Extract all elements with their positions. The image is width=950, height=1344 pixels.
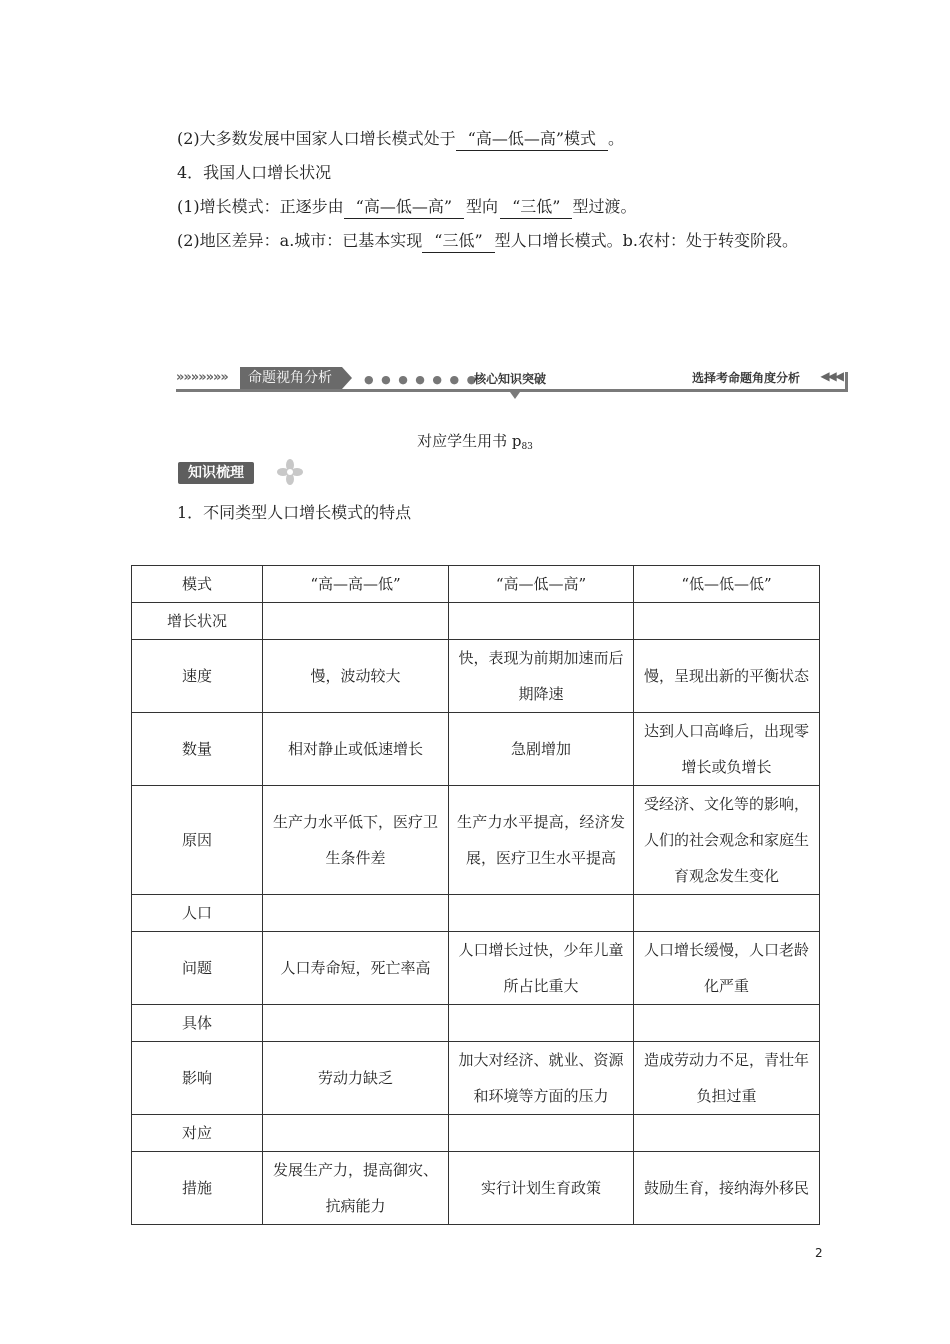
section-banner (176, 366, 848, 396)
regional-difference-line (145, 224, 825, 258)
heading-4-text: 4．我国人口增长状况 (177, 163, 332, 182)
table-cell: 人口增长过快，少年儿童所占比重大 (449, 932, 634, 1005)
table-cell: 生产力水平低下，医疗卫生条件差 (263, 786, 449, 895)
table-cell: 数量 (132, 713, 263, 786)
table-cell: 加大对经济、就业、资源和环境等方面的压力 (449, 1042, 634, 1115)
table-cell: 增长状况 (132, 603, 263, 640)
table-header-row (132, 566, 820, 603)
table-cell: 原因 (132, 786, 263, 895)
table-cell: 对应 (132, 1115, 263, 1152)
table-header: “低—低—低” (634, 566, 820, 603)
table-row (132, 640, 820, 713)
growth-mode-line (145, 190, 825, 224)
banner-end-bar (845, 372, 848, 392)
page-number: 2 (815, 1246, 823, 1260)
table-header: “高—低—高” (449, 566, 634, 603)
table-header: 模式 (132, 566, 263, 603)
g1-mid: 型向 (466, 197, 499, 216)
table-cell: 问题 (132, 932, 263, 1005)
reference-page: 83 (521, 442, 533, 452)
p2-suffix: 。 (608, 129, 625, 148)
table-cell: 速度 (132, 640, 263, 713)
heading-1 (145, 496, 825, 530)
table-row (132, 932, 820, 1005)
banner-arrows-icon: »»»»»»» (176, 370, 228, 385)
student-book-reference (0, 430, 950, 451)
flower-icon (276, 458, 304, 486)
table-cell: 发展生产力，提高御灾、抗病能力 (263, 1152, 449, 1225)
table-row (132, 1005, 820, 1042)
heading-1-text: 1．不同类型人口增长模式的特点 (177, 503, 412, 522)
table-cell: 快，表现为前期加速而后期降速 (449, 640, 634, 713)
banner-middle-label: 核心知识突破 (474, 372, 547, 386)
table-row (132, 1042, 820, 1115)
g2-suffix: 型人口增长模式。b.农村：处于转变阶段。 (494, 231, 799, 250)
table-row (132, 713, 820, 786)
table-cell: 达到人口高峰后，出现零增长或负增长 (634, 713, 820, 786)
heading-4 (145, 156, 825, 190)
table-header: “高—高—低” (263, 566, 449, 603)
answer-blank (422, 230, 494, 253)
g1-answer-1: “高—低—高” (355, 197, 453, 216)
table-cell: 人口 (132, 895, 263, 932)
table-cell: 慢，呈现出新的平衡状态 (634, 640, 820, 713)
table-cell: 人口寿命短，死亡率高 (263, 932, 449, 1005)
g1-answer-2: “三低” (512, 197, 561, 216)
table-row (132, 1152, 820, 1225)
banner-left-arrows-icon: ◀◀◀ (820, 369, 842, 383)
p2-prefix: (2)大多数发展中国家人口增长模式处于 (177, 129, 456, 148)
banner-tag: 命题视角分析 (240, 367, 342, 389)
g1-suffix: 型过渡。 (572, 197, 637, 216)
table-cell: 相对静止或低速增长 (263, 713, 449, 786)
table-cell: 人口增长缓慢，人口老龄化严重 (634, 932, 820, 1005)
table-cell: 生产力水平提高，经济发展，医疗卫生水平提高 (449, 786, 634, 895)
answer-blank (500, 196, 572, 219)
g2-answer: “三低” (434, 231, 483, 250)
table-cell: 措施 (132, 1152, 263, 1225)
table-row (132, 1115, 820, 1152)
table-cell: 慢，波动较大 (263, 640, 449, 713)
table-cell: 劳动力缺乏 (263, 1042, 449, 1115)
answer-blank (344, 196, 464, 219)
banner-pointer-icon (510, 392, 520, 399)
p2-answer: “高—低—高”模式 (467, 129, 597, 148)
population-model-table (131, 565, 820, 1225)
table-cell: 实行计划生育政策 (449, 1152, 634, 1225)
table-row (132, 603, 820, 640)
answer-blank (456, 128, 608, 151)
table-row (132, 786, 820, 895)
reference-text: 对应学生用书 p (417, 432, 522, 450)
table-cell: 受经济、文化等的影响，人们的社会观念和家庭生育观念发生变化 (634, 786, 820, 895)
paragraph-2 (145, 122, 825, 156)
section-tag: 知识梳理 (178, 462, 254, 484)
table-cell: 影响 (132, 1042, 263, 1115)
table-cell: 具体 (132, 1005, 263, 1042)
g1-prefix: (1)增长模式：正逐步由 (177, 197, 344, 216)
table-cell: 鼓励生育，接纳海外移民 (634, 1152, 820, 1225)
banner-dots-icon: ● ● ● ● ● ● ● · (364, 373, 490, 386)
table-row (132, 895, 820, 932)
table-cell: 急剧增加 (449, 713, 634, 786)
table-cell: 造成劳动力不足，青壮年负担过重 (634, 1042, 820, 1115)
banner-right-label: 选择考命题角度分析 (691, 371, 800, 385)
g2-prefix: (2)地区差异：a.城市：已基本实现 (177, 231, 423, 250)
